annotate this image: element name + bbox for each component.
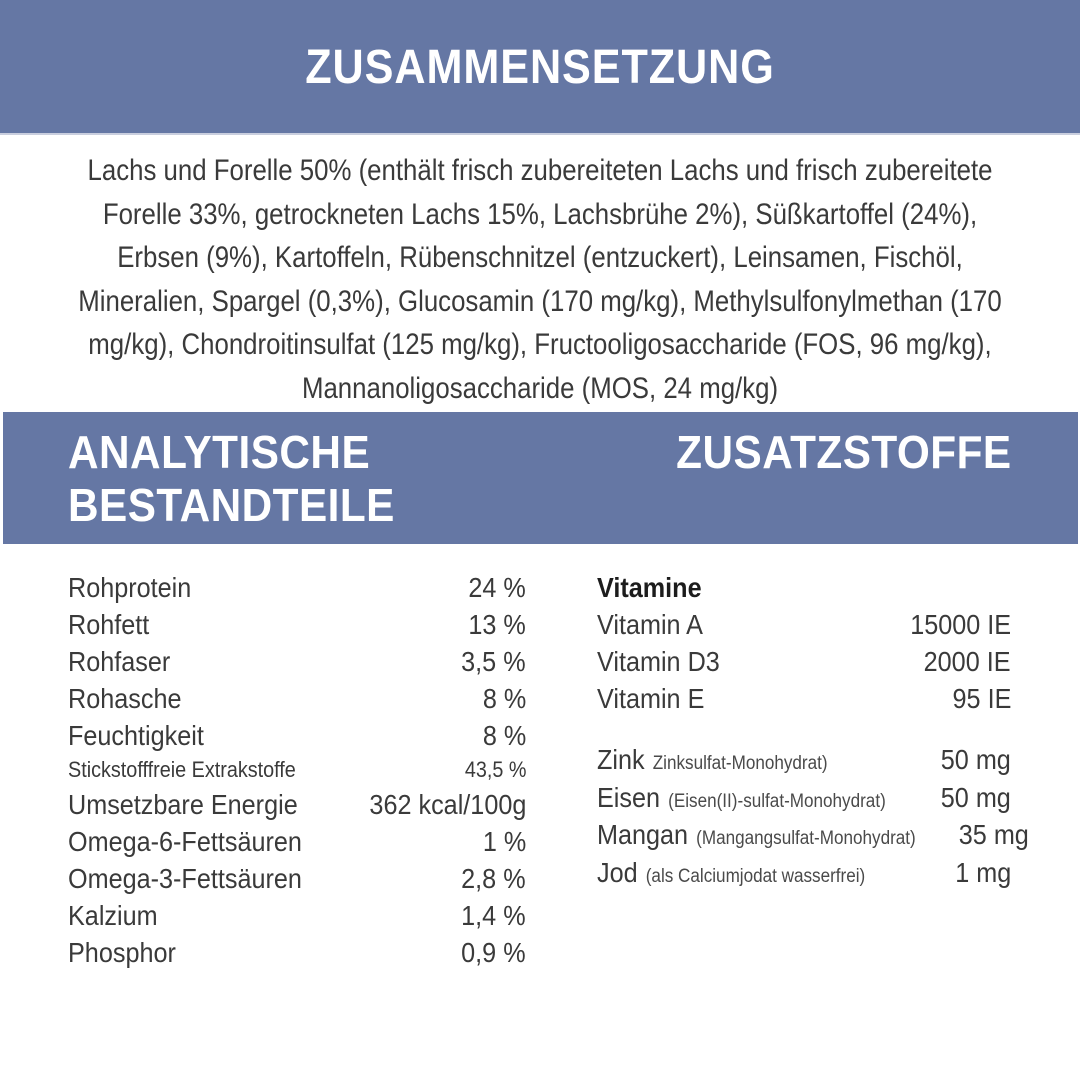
analytical-title-line1: ANALYTISCHE — [68, 426, 371, 478]
composition-line: mg/kg), Chondroitinsulfat (125 mg/kg), Fructooligosaccharide (FOS, 96 mg/kg), — [88, 328, 992, 361]
composition-paragraph — [76, 149, 1005, 410]
analytical-value: 13 % — [468, 609, 526, 640]
section-header-band — [3, 412, 1078, 544]
analytical-value: 2,8 % — [461, 863, 526, 894]
mineral-row — [597, 744, 1011, 782]
analytical-table — [68, 572, 526, 974]
minerals-group — [597, 744, 1029, 894]
mineral-label: Eisen — [597, 781, 661, 813]
vitamin-row — [597, 683, 1011, 720]
analytical-label: Stickstofffreie Extrakstoffe — [68, 757, 296, 782]
analytical-row — [68, 789, 526, 826]
vitamin-label: Vitamin D3 — [597, 646, 720, 677]
analytical-section-title — [68, 426, 395, 532]
mineral-label-group — [597, 857, 865, 889]
analytical-row — [68, 609, 526, 646]
analytical-label: Omega-6-Fettsäuren — [68, 826, 302, 857]
analytical-label: Omega-3-Fettsäuren — [68, 863, 302, 894]
analytical-label: Umsetzbare Energie — [68, 789, 298, 820]
mineral-label: Mangan — [597, 819, 689, 850]
mineral-value: 35 mg — [958, 819, 1029, 850]
analytical-label: Feuchtigkeit — [68, 720, 204, 751]
mineral-value: 1 mg — [954, 856, 1011, 888]
analytical-row — [68, 683, 526, 720]
analytical-value: 362 kcal/100g — [369, 789, 526, 820]
composition-line: Mineralien, Spargel (0,3%), Glucosamin (170 mg/kg), Methylsulfonylmethan (170 — [78, 284, 1002, 318]
analytical-label: Rohasche — [68, 683, 182, 714]
vitamins-heading: Vitamine — [597, 572, 702, 603]
mineral-value: 50 mg — [940, 744, 1011, 775]
composition-title: ZUSAMMENSETZUNG — [305, 41, 775, 94]
analytical-row — [68, 826, 526, 863]
vitamin-label: Vitamin A — [597, 609, 704, 640]
analytical-value: 8 % — [482, 683, 526, 714]
vitamins-heading-row — [597, 572, 1011, 609]
mineral-label-group — [597, 744, 828, 776]
vitamin-row — [597, 609, 1011, 646]
analytical-row — [68, 757, 526, 789]
mineral-label-group — [597, 819, 916, 851]
analytical-title-line2: BESTANDTEILE — [68, 479, 395, 531]
analytical-label: Kalzium — [68, 900, 158, 931]
analytical-value: 43,5 % — [464, 757, 526, 782]
mineral-note: (Mangangsulfat-Monohydrat) — [696, 828, 916, 849]
analytical-value: 3,5 % — [461, 646, 526, 677]
analytical-label: Rohfaser — [68, 646, 171, 677]
analytical-label: Rohprotein — [68, 572, 192, 603]
additives-table — [597, 572, 1029, 894]
vitamin-value: 95 IE — [952, 683, 1011, 714]
mineral-value: 50 mg — [940, 781, 1011, 813]
analytical-row — [68, 863, 526, 900]
analytical-value: 8 % — [482, 720, 526, 751]
mineral-row — [597, 782, 1011, 820]
analytical-label: Phosphor — [68, 937, 176, 968]
vitamin-row — [597, 646, 1011, 683]
composition-line: Mannanoligosaccharide (MOS, 24 mg/kg) — [301, 371, 779, 405]
mineral-row — [597, 819, 1029, 857]
mineral-note: (als Calciumjodat wasserfrei) — [645, 865, 866, 887]
analytical-row — [68, 937, 526, 974]
analytical-label: Rohfett — [68, 609, 150, 640]
mineral-note: Zinksulfat-Monohydrat) — [652, 753, 828, 774]
composition-line: Lachs und Forelle 50% (enthält frisch zubereiteten Lachs und frisch zubereitete — [87, 154, 993, 187]
mineral-note: (Eisen(II)-sulfat-Monohydrat) — [668, 790, 886, 812]
vitamin-value: 15000 IE — [910, 609, 1011, 640]
mineral-label: Zink — [597, 744, 645, 775]
composition-line: Forelle 33%, getrockneten Lachs 15%, Lachsbrühe 2%), Süßkartoffel (24%), — [102, 197, 978, 231]
analytical-row — [68, 646, 526, 683]
vitamin-value: 2000 IE — [924, 646, 1011, 677]
vitamin-label: Vitamin E — [597, 683, 705, 714]
analytical-value: 24 % — [468, 572, 526, 603]
analytical-value: 0,9 % — [461, 937, 526, 968]
analytical-value: 1,4 % — [461, 900, 526, 931]
composition-line: Erbsen (9%), Kartoffeln, Rübenschnitzel (entzuckert), Leinsamen, Fischöl, — [117, 241, 963, 274]
analytical-row — [68, 720, 526, 757]
mineral-label: Jod — [597, 856, 638, 888]
mineral-row — [597, 857, 1011, 895]
analytical-row — [68, 900, 526, 937]
additives-section-title: ZUSATZSTOFFE — [676, 426, 1012, 478]
analytical-value: 1 % — [482, 826, 526, 857]
composition-header-band — [0, 0, 1080, 135]
analytical-row — [68, 572, 526, 609]
mineral-label-group — [597, 782, 886, 814]
